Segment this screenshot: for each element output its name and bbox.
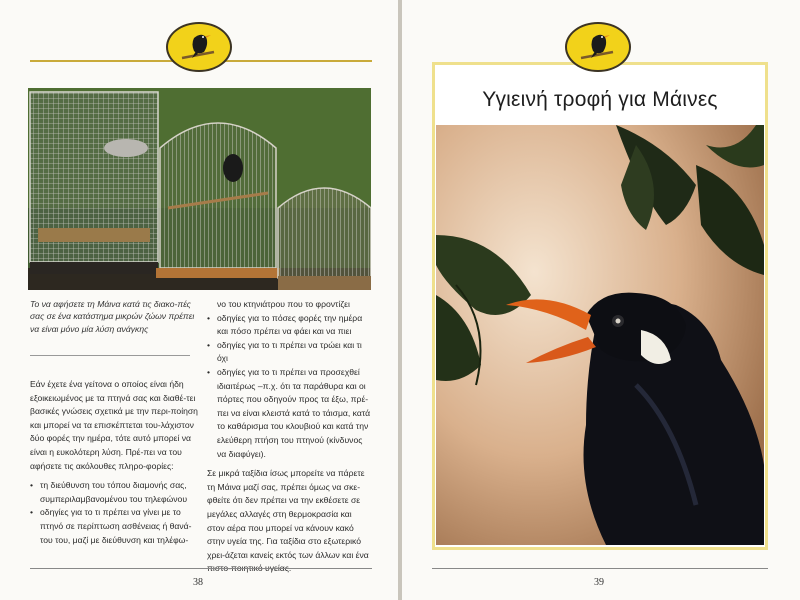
myna-bird-icon (565, 22, 631, 72)
list-item: • οδηγίες για το τι πρέπει να τρώει και τι όχι (207, 339, 362, 364)
cages-photo (28, 88, 371, 290)
footer-rule (30, 568, 372, 569)
intro-paragraph: Εάν έχετε ένα γείτονα ο οποίος είναι ήδη εξοικειωμένος με τα πτηνά σας και διαθέ-τει βασικές γνώσεις σχετικά με την περι-ποίηση και μπορεί να τα επισκέπτεται του-λάχιστον δύο φορές την ημέρα, τότε αυτό μπορεί να είναι η ευκολότερη λύση. Πρέ-πει να του αφήσετε τις ακόλουθες πληρο-φορίες: (30, 379, 198, 471)
travel-paragraph: Σε μικρά ταξίδια ίσως μπορείτε να πάρετε τη Μάινα μαζί σας, πρέπει όμως να σκε-φθείτε ότι δεν πρέπει να την εκθέσετε σε μεγάλες αλλαγές στη θερμοκρασία και στον αέρα που μπορεί να κάνουν κακό στην υγεία της. Για ταξίδια στο εξωτερικό χρει-άζεται κανείς εκτός των άλλων και ένα (207, 468, 369, 560)
bullet-dot-icon: • (207, 312, 211, 323)
info-list-1 (30, 479, 198, 547)
list-item: νο του κτηνιάτρου που το φροντίζει (217, 299, 350, 309)
left-column-1 (30, 378, 198, 553)
photo-caption: Το να αφήσετε τη Μάινα κατά τις διακο-πές σας σε ένα κατάστημα μικρών ζώων πρέπει να είναι μόνο μία λύση ανάγκης (30, 299, 195, 334)
bullet-dot-icon: • (30, 480, 34, 491)
caption-divider (30, 355, 190, 356)
right-page (402, 0, 800, 600)
left-page (0, 0, 398, 600)
page-number: 38 (193, 577, 203, 588)
list-item: • οδηγίες για το τι πρέπει να προσεχθεί ιδιαιτέρως –π.χ. ότι τα παράθυρα και οι πόρτες που οδηγούν προς τα έξω, πρέ-πει να είναι κλειστά κατά το τάισμα, κατά το καθάρισμα του κλουβιού και κατά την ελεύθερη πτήση του πτηνού (κίνδυνος να διαφύγει). (207, 366, 371, 459)
bullet-dot-icon: • (30, 507, 34, 518)
myna-bird-photo (436, 125, 764, 545)
page-title: Υγιεινή τροφή για Μάινες (482, 88, 718, 111)
myna-bird-icon (166, 22, 232, 72)
list-item: • τη διεύθυνση του τόπου διαμονής σας, συμπεριλαμβανομένου του τηλεφώνου (30, 480, 188, 504)
page-number: 39 (594, 577, 604, 588)
info-list-2 (207, 298, 371, 461)
list-item: • οδηγίες για το πόσες φορές την ημέρα και πόσο πρέπει να φάει και να πιει (207, 312, 363, 337)
left-column-2 (207, 298, 371, 582)
list-item: • οδηγίες για το τι πρέπει να γίνει με το πτηνό σε περίπτωση ασθένειας ή θανά-του του, μαζί με διεύθυνση και τηλέφω- (30, 507, 192, 545)
bullet-dot-icon: • (207, 366, 211, 377)
bullet-dot-icon: • (207, 339, 211, 350)
footer-rule (432, 568, 768, 569)
